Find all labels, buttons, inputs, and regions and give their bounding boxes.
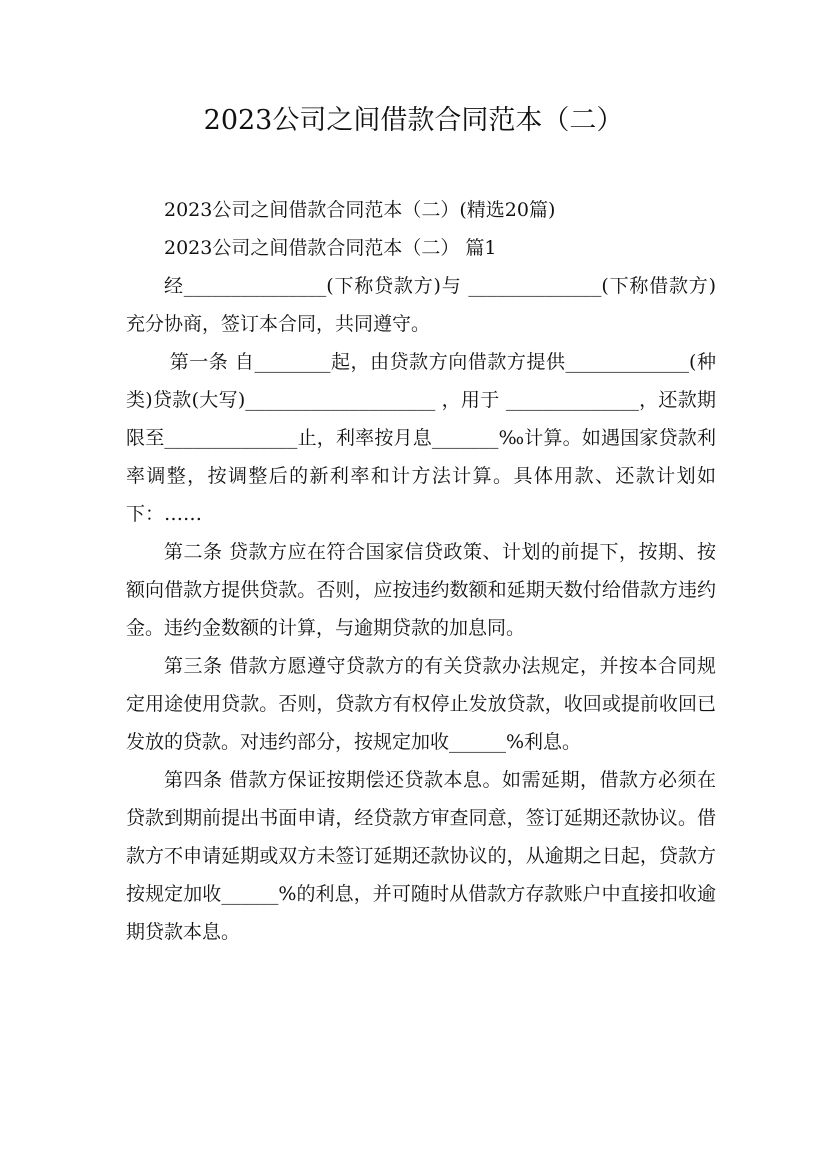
section-heading: 2023公司之间借款合同范本（二） 篇1 (164, 237, 497, 259)
document-title: 2023公司之间借款合同范本（二） (203, 105, 624, 136)
article-2-paragraph: 第二条 贷款方应在符合国家信贷政策、计划的前提下，按期、按额向借款方提供贷款。否则，应按违约数额和延期天数付给借款方违约金。违约金数额的计算，与逾期贷款的加息同。 (126, 541, 716, 639)
article-1-paragraph: 第一条 自________起，由贷款方向借款方提供_____________(种类)贷款(大写)____________________ ，用于 ______________，还款期限至______________止，利率按月息_______‰计算。如遇国家贷款利率调整，按调整后的新利率和计方法计算。具体用款、还款计划如下：…… (126, 351, 716, 525)
subtitle-paragraph: 2023公司之间借款合同范本（二）(精选20篇) (164, 199, 556, 221)
article-3-paragraph: 第三条 借款方愿遵守贷款方的有关贷款办法规定，并按本合同规定用途使用贷款。否则，贷款方有权停止发放贷款，收回或提前收回已发放的贷款。对违约部分，按规定加收______%利息。 (126, 655, 716, 753)
document-body (126, 191, 716, 951)
article-4-paragraph: 第四条 借款方保证按期偿还贷款本息。如需延期，借款方必须在贷款到期前提出书面申请，经贷款方审查同意，签订延期还款协议。借款方不申请延期或双方未签订延期还款协议的，从逾期之日起，贷款方按规定加收______%的利息，并可随时从借款方存款账户中直接扣收逾期贷款本息。 (126, 769, 716, 943)
intro-paragraph: 经_______________(下称贷款方)与 ______________(下称借款方)充分协商，签订本合同，共同遵守。 (126, 275, 716, 335)
